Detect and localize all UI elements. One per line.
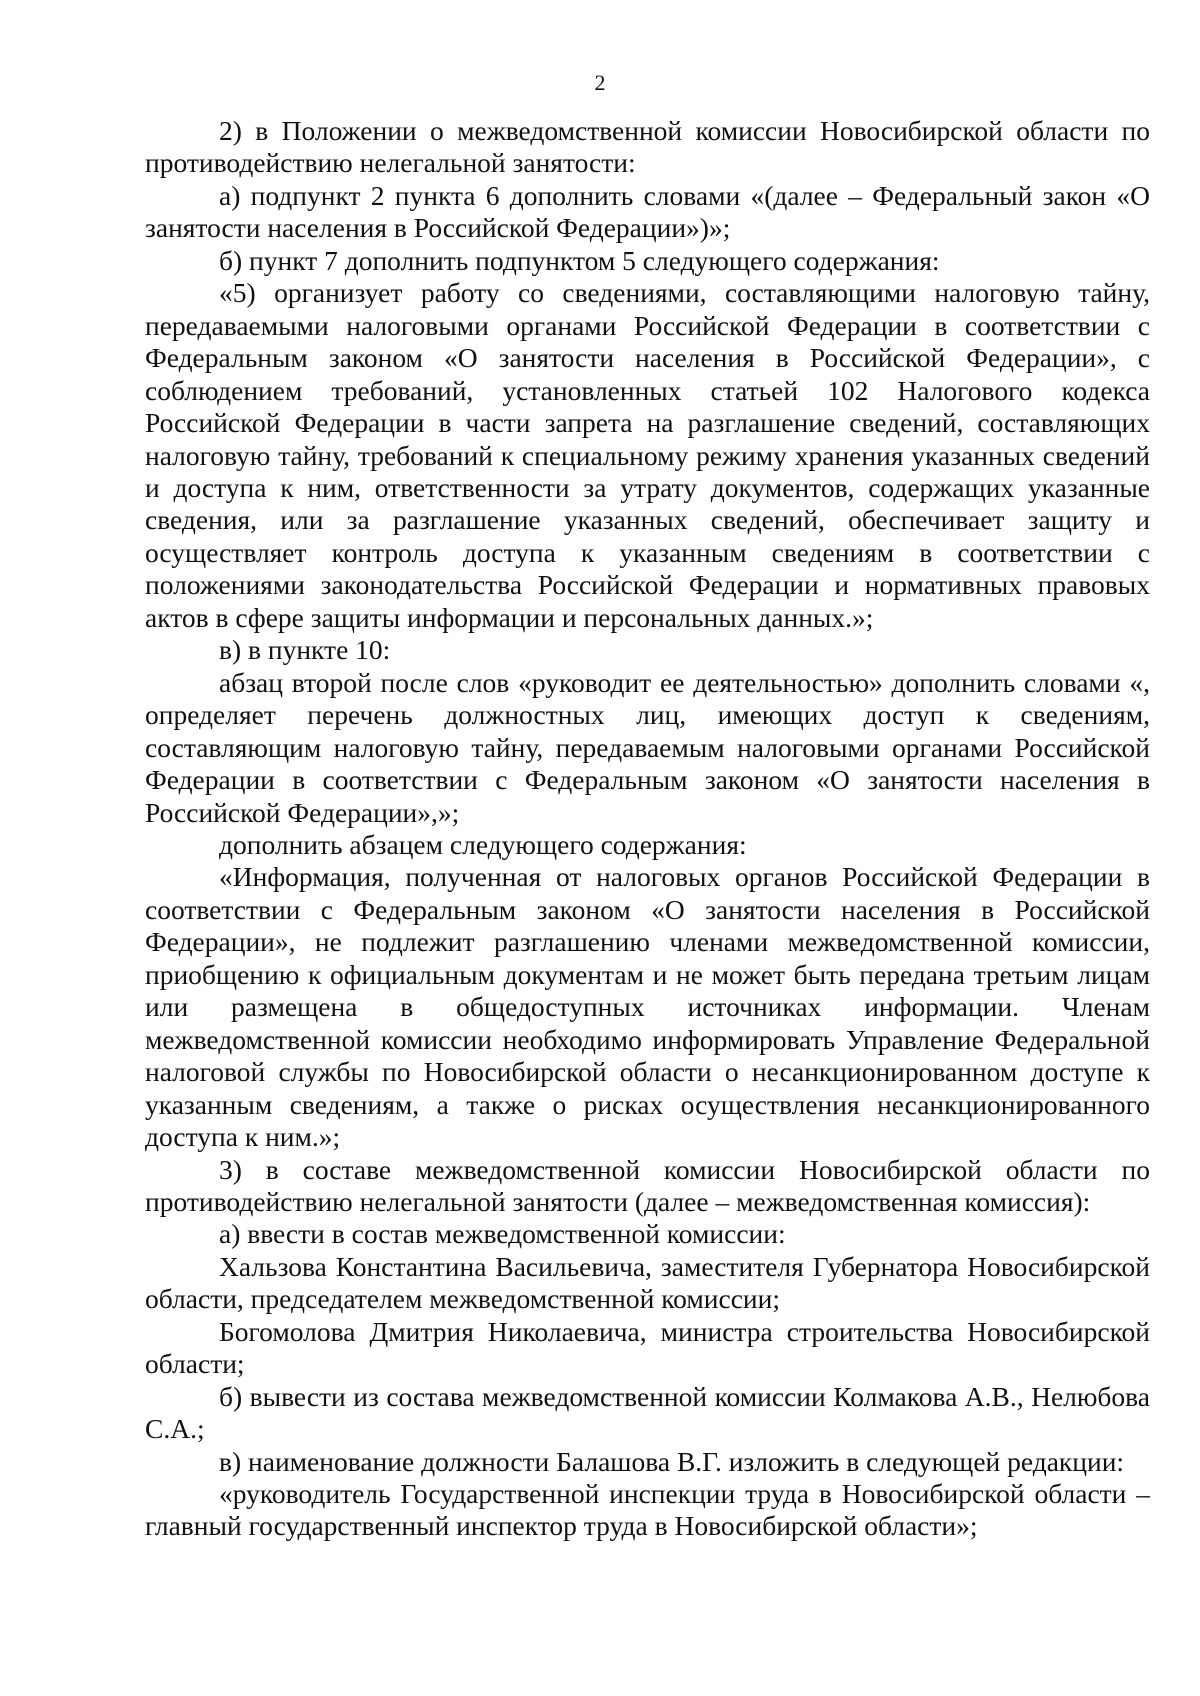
paragraph-dopolnit: дополнить абзацем следующего содержания:: [219, 828, 747, 860]
paragraph-khalzov: Хальзова Константина Васильевича, заместителя Губернатора Новосибирской области, председателем межведомственной комиссии;: [145, 1250, 1150, 1315]
document-body: [145, 115, 1150, 1543]
paragraph-balashov: в) наименование должности Балашова В.Г. изложить в следующей редакции:: [219, 1445, 1125, 1477]
paragraph-bogomolov: Богомолова Дмитрия Николаевича, министра строительства Новосибирской области;: [145, 1315, 1150, 1380]
paragraph-subitem-v: в) в пункте 10:: [219, 634, 391, 666]
paragraph-abzac-vtoroy: абзац второй после слов «руководит ее деятельностью» дополнить словами «, определяет перечень должностных лиц, имеющих доступ к сведениям, составляющим налоговую тайну, передаваемым налоговыми органами Российской Федерации в соответствии с Федеральным законом «О занятости населения в Российской Федерации»,»;: [145, 666, 1150, 828]
paragraph-quote-5: «5) организует работу со сведениями, составляющими налоговую тайну, передаваемыми налоговыми органами Российской Федерации в соответствии с Федеральным законом «О занятости населения в Российской Федерации», с соблюдением требований, установленных статьей 102 Налогового кодекса Российской Федерации в части запрета на разглашение сведений, составляющих налоговую тайну, требований к специальному режиму хранения указанных сведений и доступа к ним, ответственности за утрату документов, содержащих указанные сведения, или за разглашение указанных сведений, обеспечивает защиту и осуществляет контроль доступа к указанным сведениям в соответствии с положениями законодательства Российской Федерации и нормативных правовых актов в сфере защиты информации и персональных данных.»;: [145, 277, 1150, 633]
paragraph-subitem-a: а) подпункт 2 пункта 6 дополнить словами «(далее – Федеральный закон «О занятости населения в Российской Федерации»)»;: [145, 179, 1150, 244]
paragraph-subitem-b: б) пункт 7 дополнить подпунктом 5 следующего содержания:: [219, 244, 940, 276]
paragraph-item-3: 3) в составе межведомственной комиссии Новосибирской области по противодействию нелегальной занятости (далее – межведомственная комиссия):: [145, 1153, 1150, 1217]
paragraph-rukovoditel: «руководитель Государственной инспекции труда в Новосибирской области – главный государственный инспектор труда в Новосибирской области»;: [145, 1478, 1150, 1542]
paragraph-vyvesti: б) вывести из состава межведомственной комиссии Колмакова А.В., Нелюбова С.А.;: [145, 1380, 1150, 1445]
page-number: 2: [594, 70, 606, 95]
paragraph-vvesti: а) ввести в состав межведомственной комиссии:: [219, 1218, 786, 1250]
paragraph-item-2: 2) в Положении о межведомственной комиссии Новосибирской области по противодействию нелегальной занятости:: [145, 115, 1150, 179]
paragraph-information-quote: «Информация, полученная от налоговых органов Российской Федерации в соответствии с Федеральным законом «О занятости населения в Российской Федерации», не подлежит разглашению членами межведомственной комиссии, приобщению к официальным документам и не может быть передана третьим лицам или размещена в общедоступных источниках информации. Членам межведомственной комиссии необходимо информировать Управление Федеральной налоговой службы по Новосибирской области о несанкционированном доступе к указанным сведениям, а также о рисках осуществления несанкционированного доступа к ним.»;: [145, 861, 1150, 1153]
